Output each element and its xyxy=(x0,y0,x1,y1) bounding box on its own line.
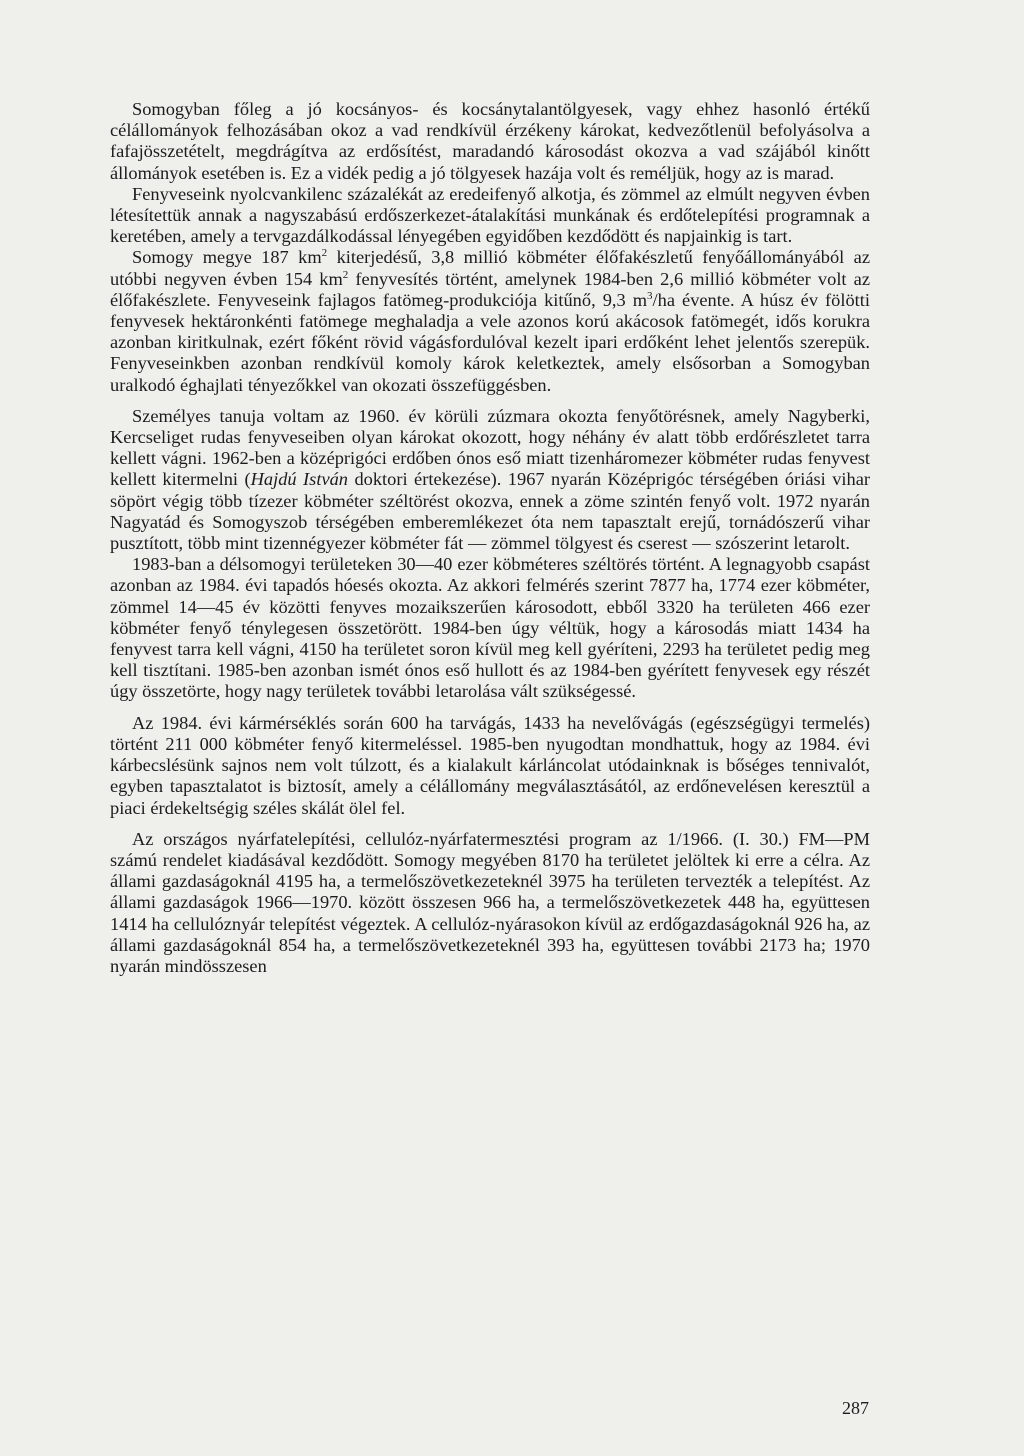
paragraph-4-text-b: doktori értekezése). 1967 nyarán Középrigóc térségében óriási vihar söpört végig több tízezer köbméter széltörést okozva, ennek a zöme szintén fenyő volt. 1972 nyarán Nagyatád és Somogyszob térségében emberemlékezet óta nem tapasztalt erejű, tornádószerű vihar pusztított, több mint tizennégyezer köbméter fát — zömmel tölgyest és cserest — szószerint letarolt. xyxy=(110,469,870,554)
paragraph-3-text-a: Somogy megye 187 km xyxy=(132,247,322,268)
paragraph-7: Az országos nyárfatelepítési, cellulóz-nyárfatermesztési program az 1/1966. (I. 30.) FM—PM számú rendelet kiadásával kezdődött. Somogy megyében 8170 ha területet jelöltek ki erre a célra. Az állami gazdaságoknál 4195 ha, a termelőszövetkezeteknél 3975 ha területen tervezték a telepítést. Az állami gazdaságok 1966—1970. között összesen 966 ha, a termelőszövetkezetek 448 ha, együttesen 1414 ha cellulóznyár telepítést végeztek. A cellulóz-nyárasokon kívül az erdőgazdaságoknál 926 ha, az állami gazdaságoknál 854 ha, a termelőszövetkezeteknél 393 ha, együttesen további 2173 ha; 1970 nyarán mindösszesen xyxy=(110,828,870,976)
paragraph-5: 1983-ban a délsomogyi területeken 30—40 ezer köbméteres széltörés történt. A legnagyobb csapást azonban az 1984. évi tapadós hóesés okozta. Az akkori felmérés szerint 7877 ha, 1774 ezer köbméter, zömmel 14—45 év közötti fenyves mozaikszerűen károsodott, ebből 3320 ha területen 466 ezer köbméter fenyő ténylegesen összetörött. 1984-ben úgy véltük, hogy a károsodás miatt 1434 ha fenyvest tarra kell vágni, 4150 ha területet soron kívül meg kell gyéríteni, 2293 ha területet pedig meg kell tisztítani. 1985-ben azonban ismét ónos eső hullott és az 1984-ben gyérített fenyvesek egy részét úgy összetörte, hogy nagy területek további letarolása vált szükségessé. xyxy=(110,554,870,702)
superscript: 2 xyxy=(342,268,349,281)
cited-author: Hajdú István xyxy=(250,469,348,490)
paragraph-6: Az 1984. évi kármérséklés során 600 ha tarvágás, 1433 ha nevelővágás (egészségügyi termelés) történt 211 000 köbméter fenyő kitermeléssel. 1985-ben nyugodtan mondhattuk, hogy az 1984. évi kárbecslésünk sajnos nem volt túlzott, és a kialakult kárláncolat utódainknak is bőséges tennivalót, egyben tapasztalatot is biztosít, amely a célállomány megválasztásától, az erdőnevelésen keresztül a piaci érdekeltségig széles skálát ölel fel. xyxy=(110,712,870,818)
paragraph-3-text-b: kiterjedésű, 3,8 millió köbméter élőfakészletű fenyőállományából az utóbbi negyven évben 154 km xyxy=(110,247,870,289)
paragraph-3-text-d: /ha évente. A húsz év fölötti fenyvesek hektáronkénti fatömege meghaladja a vele azonos korú akácosok fatömegét, idős korukra azonban kiritkulnak, ezért főként rövid vágásfordulóval kezelt ipari erdőként lehet jelentős szerepük. Fenyveseinkben azonban rendkívül komoly károk keletkeztek, amely elsősorban a Somogyban uralkodó éghajlati tényezőkkel van okozati összefüggésben. xyxy=(110,289,870,395)
paragraph-1: Somogyban főleg a jó kocsányos- és kocsánytalantölgyesek, vagy ehhez hasonló értékű célállományok felhozásában okoz a vad rendkívül érzékeny károkat, kedvezőtlenül befolyásolva a fafajösszetételt, megdrágítva az erdősítést, maradandó károsodást okozva a vad szájából kinőtt állományok esetében is. Ez a vidék pedig a jó tölgyesek hazája volt és reméljük, hogy az is marad. xyxy=(110,99,870,183)
paragraph-3-text-c: fenyvesítés történt, amelynek 1984-ben 2,6 millió köbméter volt az élőfakészlete. Fenyveseink fajlagos fatömeg-produkciója kitűnő, 9,3 m xyxy=(110,268,870,310)
paragraph-2: Fenyveseink nyolcvankilenc százalékát az eredeifenyő alkotja, és zömmel az elmúlt negyven évben létesítettük annak a nagyszabású erdőszerkezet-átalakítási munkának és erdőtelepítési programnak a keretében, amely a tervgazdálkodással lényegében egyidőben kezdődött és napjainkig is tart. xyxy=(110,183,870,247)
paragraph-3 xyxy=(110,247,870,395)
body-text xyxy=(110,99,870,977)
paragraph-4-text-a: Személyes tanuja voltam az 1960. év körüli zúzmara okozta fenyőtörésnek, amely Nagyberki, Kercseliget rudas fenyveseiben olyan károkat okozott, hogy néhány év alatt több erdőrészletet tarra kellett vágni. 1962-ben a középrigóci erdőben ónos eső miatt tizenháromezer köbméter rudas fenyvest kellett kitermelni ( xyxy=(110,405,870,490)
superscript: 2 xyxy=(321,247,328,260)
paragraph-4 xyxy=(110,406,870,554)
superscript: 3 xyxy=(647,289,653,302)
page-number: 287 xyxy=(842,1398,869,1418)
